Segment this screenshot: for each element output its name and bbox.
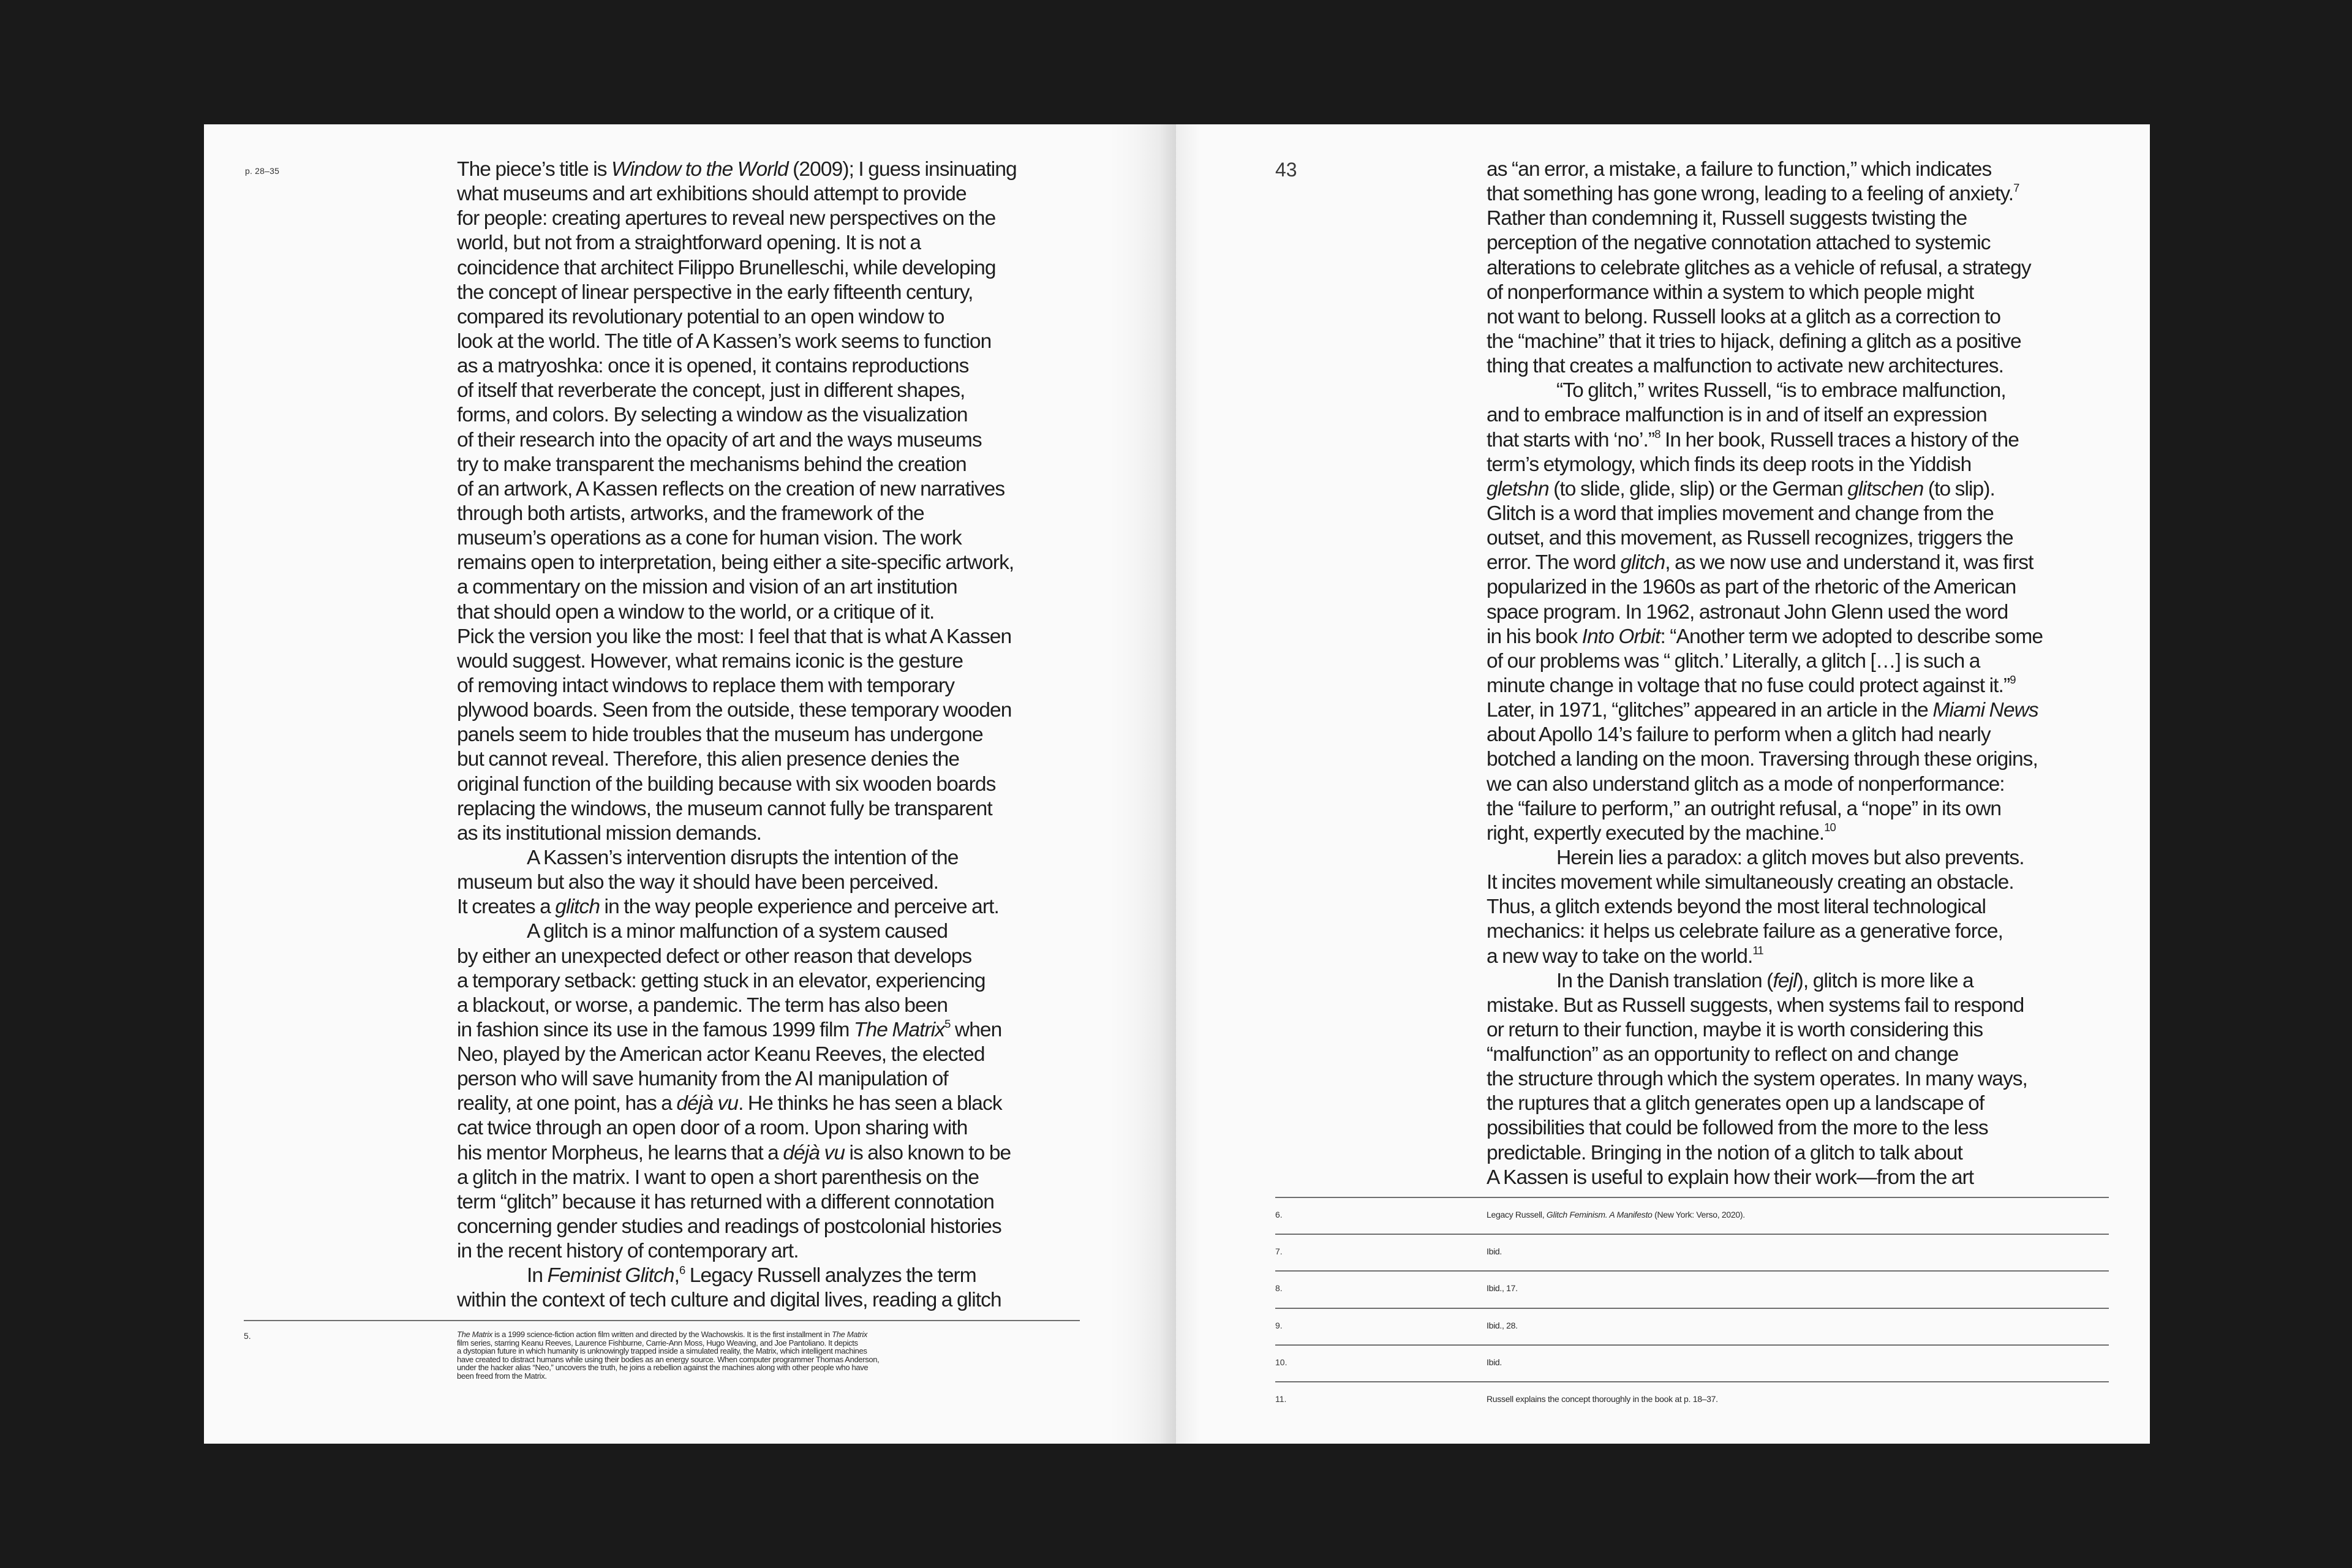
footnote-text: Ibid. — [1487, 1246, 1502, 1257]
footnote-divider — [244, 1320, 1080, 1321]
text-line: a blackout, or worse, a pandemic. The term has also been — [457, 993, 948, 1017]
text-line: as its institutional mission demands. — [457, 821, 762, 845]
text-line: concerning gender studies and readings of postcolonial histories — [457, 1215, 1001, 1238]
text-line: of removing intact windows to replace them with temporary — [457, 674, 955, 697]
text-line: by either an unexpected defect or other reason that develops — [457, 944, 972, 968]
text-line: reality, at one point, has a déjà vu. He thinks he has seen a black — [457, 1092, 1002, 1115]
text-line: museum’s operations as a cone for human vision. The work — [457, 527, 962, 550]
left-body-text — [457, 157, 1082, 1313]
text-line: a temporary setback: getting stuck in an elevator, experiencing — [457, 969, 986, 992]
footnote-number: 8. — [1275, 1283, 1283, 1294]
text-line: The piece’s title is Window to the World (2009); I guess insinuating — [457, 158, 1017, 181]
text-line: minute change in voltage that no fuse could protect against it.”$^9$ — [1487, 673, 2016, 697]
text-line: remains open to interpretation, being either a site-specific artwork, — [457, 551, 1014, 575]
footnote-row — [1275, 1381, 2109, 1418]
text-line: Glitch is a word that implies movement and change from the — [1487, 502, 1994, 525]
text-line: not want to belong. Russell looks at a glitch as a correction to — [1487, 305, 2001, 328]
text-line: In the Danish translation (fejl), glitch is more like a — [1556, 969, 1973, 992]
text-line: space program. In 1962, astronaut John Glenn used the word — [1487, 600, 2008, 624]
text-line: It incites movement while simultaneously creating an obstacle. — [1487, 871, 2014, 894]
text-line: the concept of linear perspective in the early fifteenth century, — [457, 281, 973, 304]
text-line: Rather than condemning it, Russell suggests twisting the — [1487, 207, 1967, 230]
text-line: the structure through which the system operates. In many ways, — [1487, 1068, 2027, 1091]
text-line: possibilities that could be followed from the more to the less — [1487, 1117, 1988, 1140]
text-line: but cannot reveal. Therefore, this alien presence denies the — [457, 748, 960, 771]
text-line: botched a landing on the moon. Traversing through these origins, — [1487, 748, 2038, 771]
text-line: of itself that reverberate the concept, just in different shapes, — [457, 379, 965, 402]
footnote-row — [1275, 1344, 2109, 1381]
text-line: “malfunction” as an opportunity to reflect on and change — [1487, 1043, 1959, 1066]
footnote-number: 10. — [1275, 1357, 1287, 1367]
footnote-text: Legacy Russell, Glitch Feminism. A Manifesto (New York: Verso, 2020). — [1487, 1210, 1745, 1219]
footnote-row — [1275, 1308, 2109, 1344]
text-line: that starts with ‘no’.”$^8$ In her book, Russell traces a history of the — [1487, 427, 2019, 451]
text-line: that something has gone wrong, leading to a feeling of anxiety.$^7$ — [1487, 181, 2019, 206]
footnote-line: The Matrix is a 1999 science-fiction action film written and directed by the Wachowskis. It is the first installment in The Matrix — [457, 1330, 868, 1339]
page-number: 43 — [1275, 159, 1297, 181]
footnote-line: been freed from the Matrix. — [457, 1371, 547, 1381]
footnote-row — [1275, 1234, 2109, 1270]
text-line: in his book Into Orbit: “Another term we adopted to describe some — [1487, 625, 2043, 648]
text-line: replacing the windows, the museum cannot fully be transparent — [457, 797, 992, 820]
left-page — [204, 124, 1176, 1444]
text-line: alterations to celebrate glitches as a vehicle of refusal, a strategy — [1487, 256, 2031, 279]
text-line: In Feminist Glitch,$^6$ Legacy Russell analyzes the term — [527, 1263, 976, 1287]
text-line: A Kassen is useful to explain how their work—from the art — [1487, 1166, 1974, 1189]
text-line: Thus, a glitch extends beyond the most literal technological — [1487, 895, 1986, 919]
text-line: A Kassen’s intervention disrupts the intention of the — [527, 846, 959, 869]
text-line: in the recent history of contemporary art. — [457, 1240, 799, 1263]
footnote-text — [457, 1330, 1082, 1381]
footnote-row — [1275, 1270, 2109, 1307]
text-line: what museums and art exhibitions should attempt to provide — [457, 183, 967, 206]
text-line: we can also understand glitch as a mode of nonperformance: — [1487, 772, 2005, 796]
text-line: try to make transparent the mechanisms behind the creation — [457, 453, 967, 476]
text-line: the “failure to perform,” an outright refusal, a “nope” in its own — [1487, 797, 2002, 820]
text-line: of our problems was “ glitch.’ Literally, a glitch […] is such a — [1487, 649, 1980, 673]
text-line: of an artwork, A Kassen reflects on the creation of new narratives — [457, 477, 1005, 500]
text-line: perception of the negative connotation attached to systemic — [1487, 232, 1991, 255]
text-line: Pick the version you like the most: I feel that that is what A Kassen — [457, 625, 1012, 648]
text-line: of nonperformance within a system to which people might — [1487, 281, 1974, 304]
footnote-text: Ibid., 17. — [1487, 1283, 1518, 1294]
text-line: Neo, played by the American actor Keanu Reeves, the elected — [457, 1043, 985, 1066]
text-line: original function of the building because with six wooden boards — [457, 772, 996, 796]
text-line: person who will save humanity from the AI manipulation of — [457, 1068, 948, 1091]
right-body-text — [1487, 157, 2111, 1190]
footnotes-list — [1275, 1197, 2109, 1418]
text-line: world, but not from a straightforward opening. It is not a — [457, 232, 921, 255]
text-line: error. The word glitch, as we now use and understand it, was first — [1487, 551, 2034, 575]
text-line: term’s etymology, which finds its deep roots in the Yiddish — [1487, 453, 1972, 476]
text-line: and to embrace malfunction is in and of itself an expression — [1487, 404, 1987, 427]
text-line: his mentor Morpheus, he learns that a déjà vu is also known to be — [457, 1141, 1011, 1164]
text-line: It creates a glitch in the way people experience and perceive art. — [457, 895, 999, 919]
text-line: coincidence that architect Filippo Brunelleschi, while developing — [457, 256, 996, 279]
text-line: Later, in 1971, “glitches” appeared in an article in the Miami News — [1487, 699, 2038, 722]
text-line: term “glitch” because it has returned with a different connotation — [457, 1190, 994, 1213]
text-line: forms, and colors. By selecting a window as the visualization — [457, 404, 968, 427]
running-head: p. 28–35 — [245, 166, 280, 176]
text-line: or return to their function, maybe it is worth considering this — [1487, 1018, 1983, 1041]
text-line: as “an error, a mistake, a failure to function,” which indicates — [1487, 158, 1992, 181]
footnote-number: 6. — [1275, 1210, 1283, 1219]
text-line: within the context of tech culture and digital lives, reading a glitch — [457, 1289, 1001, 1312]
text-line: as a matryoshka: once it is opened, it contains reproductions — [457, 355, 969, 378]
text-line: compared its revolutionary potential to an open window to — [457, 305, 944, 328]
footnote-line: a dystopian future in which humanity is unknowingly trapped inside a simulated reality, the Matrix, which intelligent machines — [457, 1346, 867, 1356]
text-line: look at the world. The title of A Kassen’s work seems to function — [457, 330, 992, 353]
text-line: A glitch is a minor malfunction of a system caused — [527, 920, 948, 943]
text-line: thing that creates a malfunction to activate new architectures. — [1487, 355, 2004, 378]
footnote-text: Ibid., 28. — [1487, 1320, 1518, 1330]
text-line: panels seem to hide troubles that the museum has undergone — [457, 723, 983, 747]
footnote-text: Russell explains the concept thoroughly in the book at p. 18–37. — [1487, 1393, 1718, 1404]
text-line: the “machine” that it tries to hijack, defining a glitch as a positive — [1487, 330, 2021, 353]
text-line: right, expertly executed by the machine.$^{10}$ — [1487, 820, 1836, 845]
text-line: would suggest. However, what remains iconic is the gesture — [457, 649, 963, 673]
footnote-row — [1275, 1197, 2109, 1234]
footnote-text: Ibid. — [1487, 1357, 1502, 1367]
text-line: cat twice through an open door of a room. Upon sharing with — [457, 1117, 968, 1140]
footnote-number: 7. — [1275, 1246, 1283, 1257]
text-line: through both artists, artworks, and the framework of the — [457, 502, 924, 525]
footnote-line: under the hacker alias “Neo,” uncovers the truth, he joins a rebellion against the machines along with other people who have — [457, 1363, 869, 1373]
text-line: about Apollo 14’s failure to perform when a glitch had nearly — [1487, 723, 1991, 747]
text-line: popularized in the 1960s as part of the rhetoric of the American — [1487, 576, 2016, 599]
text-line: a commentary on the mission and vision of an art institution — [457, 576, 957, 599]
text-line: that should open a window to the world, or a critique of it. — [457, 600, 935, 624]
footnote-number: 11. — [1275, 1393, 1287, 1404]
text-line: gletshn (to slide, glide, slip) or the German glitschen (to slip). — [1487, 477, 1995, 500]
text-line: Herein lies a paradox: a glitch moves but also prevents. — [1556, 846, 2024, 869]
text-line: “To glitch,” writes Russell, “is to embrace malfunction, — [1556, 379, 2006, 402]
footnote-line: have created to distract humans while using their bodies as an energy source. When computer programmer Thomas Anderson, — [457, 1354, 880, 1364]
text-line: outset, and this movement, as Russell recognizes, triggers the — [1487, 527, 2013, 550]
book-spread — [204, 124, 2150, 1444]
text-line: plywood boards. Seen from the outside, these temporary wooden — [457, 699, 1012, 722]
text-line: mistake. But as Russell suggests, when systems fail to respond — [1487, 993, 2024, 1017]
text-line: predictable. Bringing in the notion of a glitch to talk about — [1487, 1141, 1962, 1164]
text-line: of their research into the opacity of art and the ways museums — [457, 428, 982, 451]
footnote-line: film series, starring Keanu Reeves, Laurence Fishburne, Carrie-Ann Moss, Hugo Weaving, and Joe Pantoliano. It depicts — [457, 1338, 858, 1348]
text-line: for people: creating apertures to reveal new perspectives on the — [457, 207, 996, 230]
text-line: museum but also the way it should have been perceived. — [457, 871, 938, 894]
text-line: the ruptures that a glitch generates open up a landscape of — [1487, 1092, 1985, 1115]
text-line: a new way to take on the world.$^{11}$ — [1487, 943, 1763, 968]
footnote-number: 5. — [244, 1331, 251, 1341]
text-line: mechanics: it helps us celebrate failure as a generative force, — [1487, 920, 2003, 943]
right-page — [1176, 124, 2150, 1444]
text-line: a glitch in the matrix. I want to open a short parenthesis on the — [457, 1166, 979, 1189]
text-line: in fashion since its use in the famous 1999 film The Matrix$^5$ when — [457, 1017, 1002, 1041]
footnote-number: 9. — [1275, 1320, 1283, 1330]
